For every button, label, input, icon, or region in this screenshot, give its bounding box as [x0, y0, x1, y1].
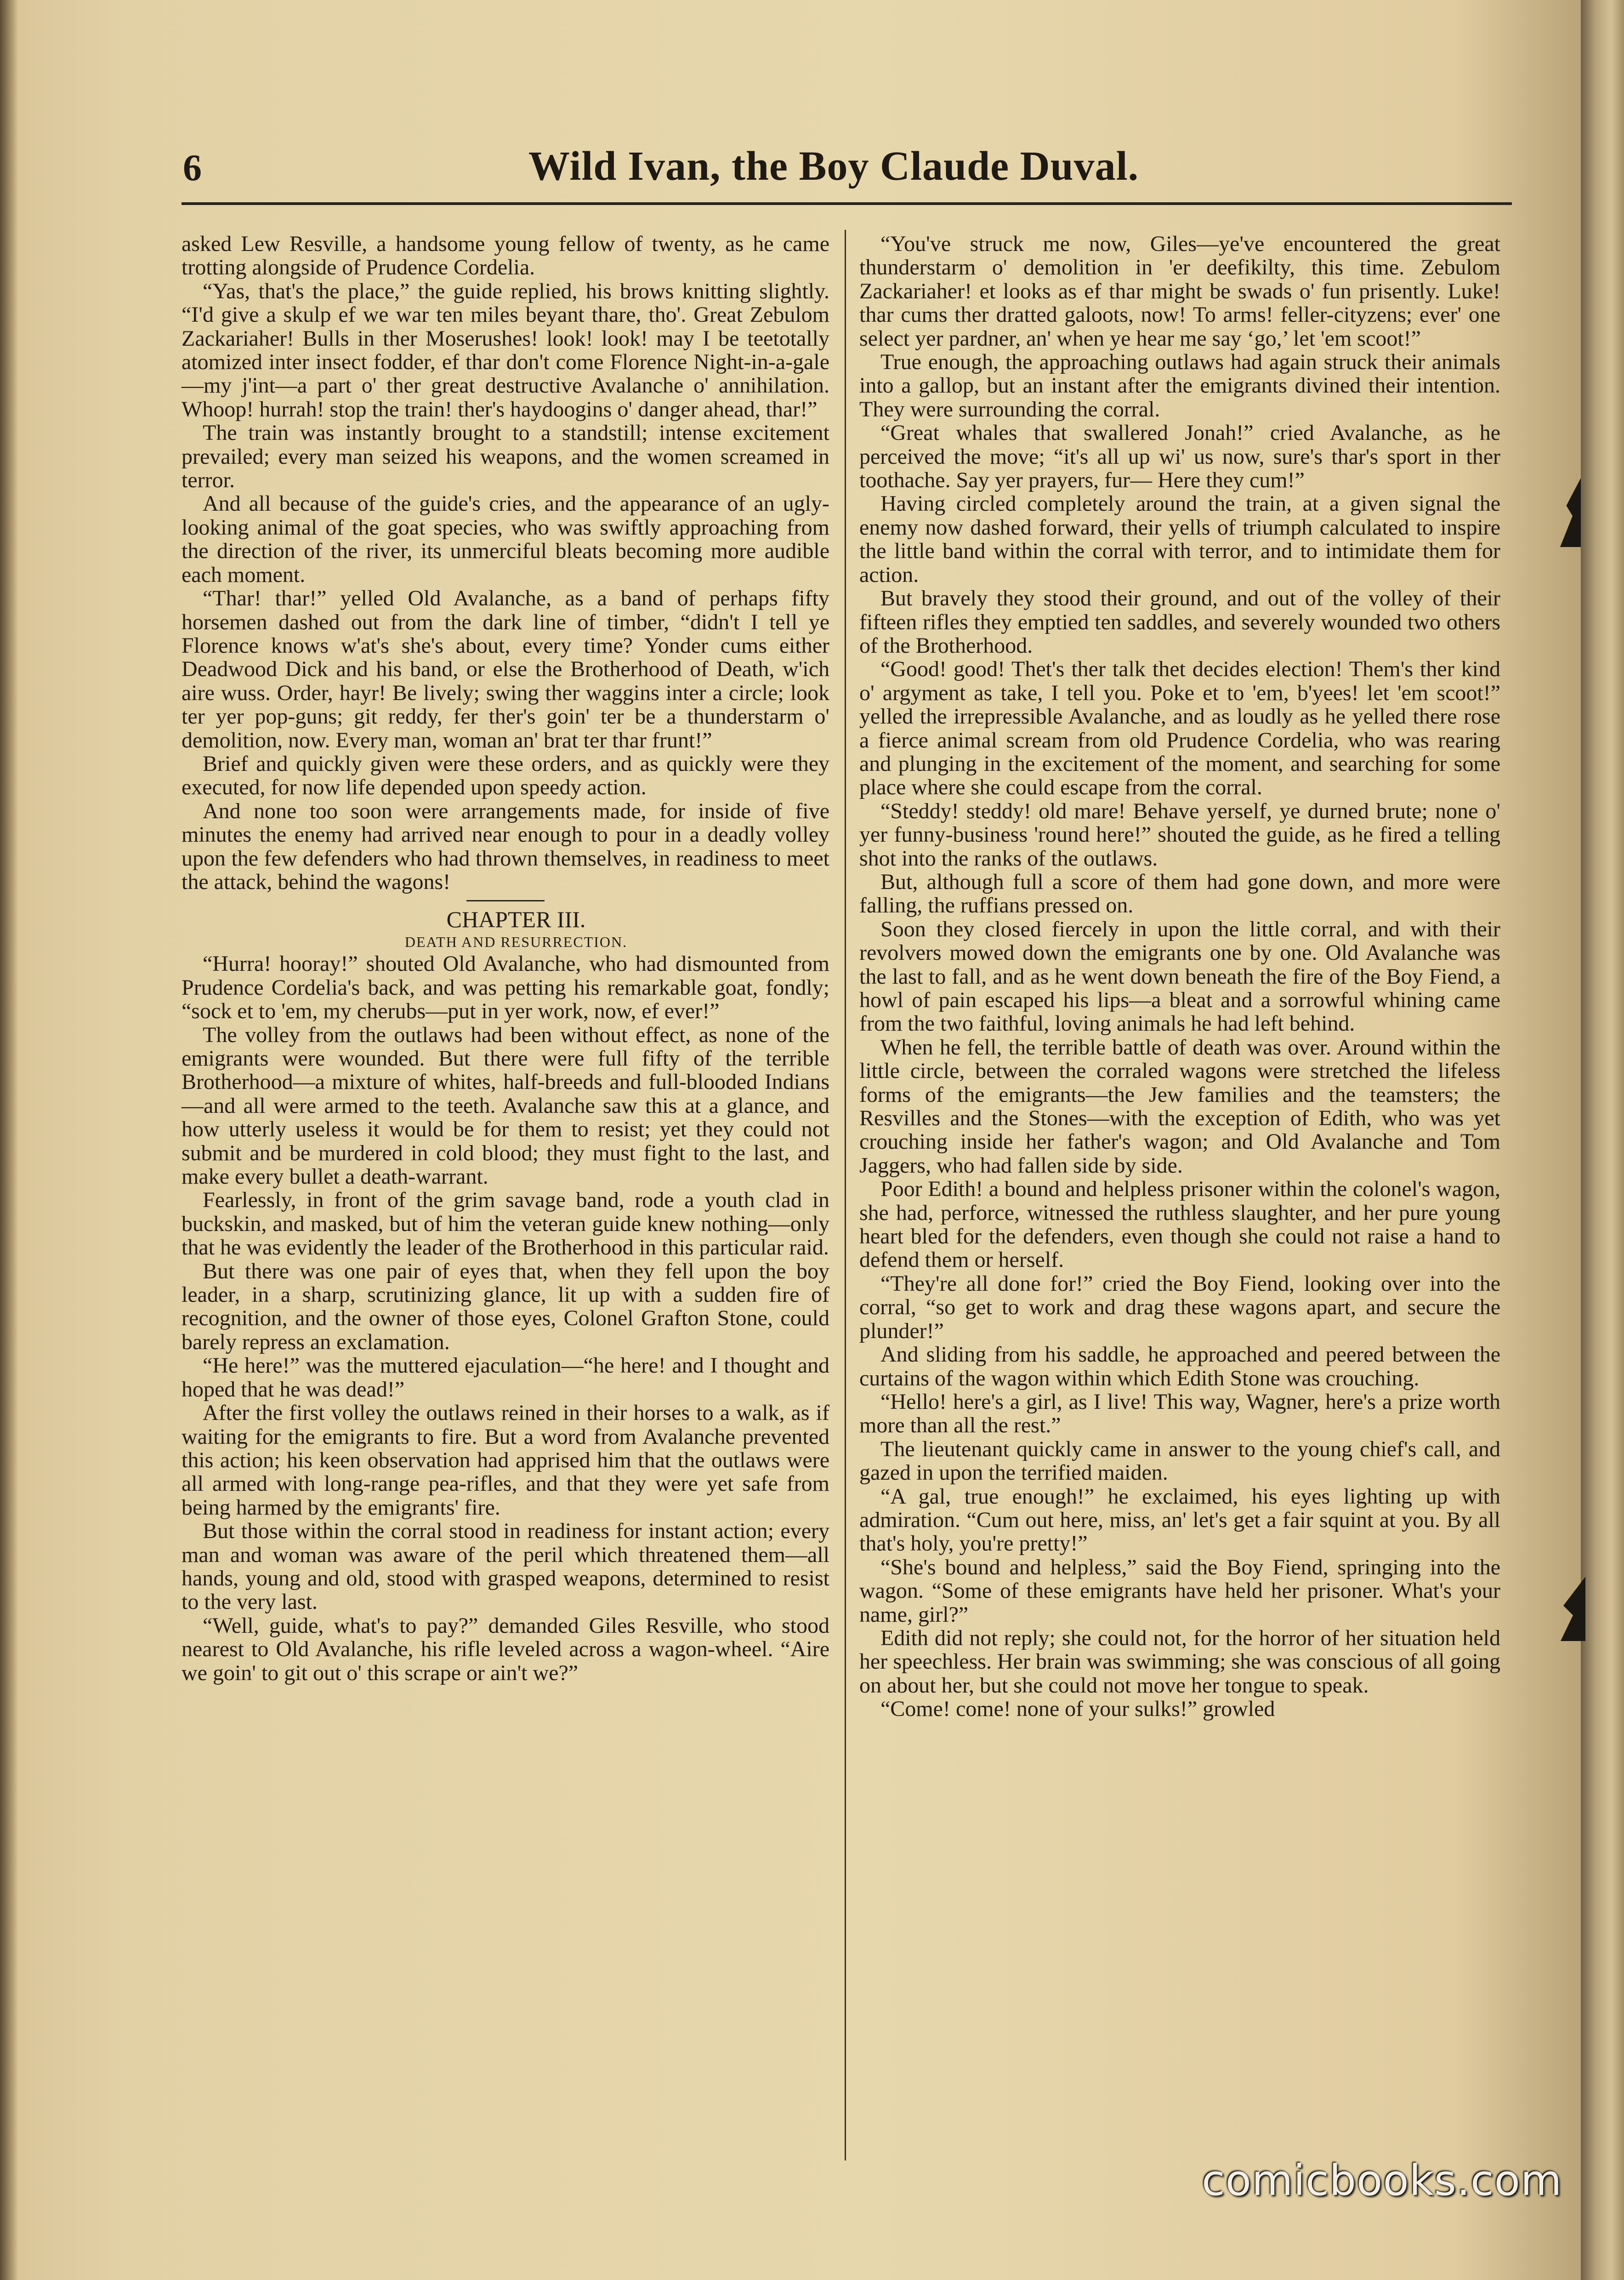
paragraph: “He here!” was the muttered ejaculation—“he here! and I thought and hoped that he was dead!” — [182, 1353, 829, 1402]
paragraph: “A gal, true enough!” he exclaimed, his eyes lighting up with admiration. “Cum out here, miss, an' let's get a fair squint at you. By all that's holy, you're pretty!” — [859, 1484, 1500, 1556]
paragraph: Brief and quickly given were these orders, and as quickly were they executed, for now life depended upon speedy action. — [182, 751, 829, 800]
paragraph: But there was one pair of eyes that, when they fell upon the boy leader, in a sharp, scrutinizing glance, lit up with a sudden fire of recognition, and the owner of those eyes, Colonel Grafton Stone, could barely repress an exclamation. — [182, 1259, 829, 1354]
watermark: comicbooks.com — [1202, 2156, 1562, 2205]
paragraph: “Hello! here's a girl, as I live! This way, Wagner, here's a prize worth more than all the rest.” — [859, 1389, 1500, 1438]
paragraph: “Hurra! hooray!” shouted Old Avalanche, who had dismounted from Prudence Cordelia's back, and was petting his remarkable goat, fondly; “sock et to 'em, my cherubs—put in yer work, now, ef ever!” — [182, 952, 829, 1024]
paragraph: Soon they closed fiercely in upon the little corral, and with their revolvers mowed down the emigrants one by one. Old Avalanche was the last to fall, and as he went down beneath the fire of the Boy Fiend, a howl of pain escaped his lips—a bleat and a sorrowful whining came from the two faithful, loving animals he had left behind. — [859, 917, 1500, 1036]
paragraph: And sliding from his saddle, he approached and peered between the curtains of the wagon within which Edith Stone was crouching. — [859, 1342, 1500, 1391]
paragraph: The volley from the outlaws had been without effect, as none of the emigrants were wounded. But there were full fifty of the terrible Brotherhood—a mixture of whites, half-breeds and full-blooded Indians—and all were armed to the teeth. Avalanche saw this at a glance, and how utterly useless it would be for them to resist; yet they could not submit and be murdered in cold blood; they must fight to the last, and make every bullet a death-warrant. — [182, 1022, 829, 1189]
paragraph: And all because of the guide's cries, and the appearance of an ugly-looking animal of the goat species, who was swiftly approaching from the direction of the river, its unmerciful bleats becoming more audible each moment. — [182, 491, 829, 587]
page-edge — [1581, 0, 1624, 2280]
paragraph: True enough, the approaching outlaws had again struck their animals into a gallop, but an instant after the emigrants divined their intention. They were surrounding the corral. — [859, 350, 1500, 422]
chapter-title: CHAPTER III. — [446, 906, 586, 933]
chapter-rule — [466, 900, 545, 901]
paragraph: “You've struck me now, Giles—ye've encountered the great thunderstarm o' demolition in 'er deefikilty, this time. Zebulom Zackariaher! et looks as ef thar might be swads o' fun prisently. Luke! thar cums ther dratted galoots, now! To arms! feller-cityzens; ever' one select yer pardner, an' when ye hear me say ‘go,’ let 'em scoot!” — [859, 232, 1500, 351]
paragraph: “They're all done for!” cried the Boy Fiend, looking over into the corral, “so get to work and drag these wagons apart, and secure the plunder!” — [859, 1271, 1500, 1343]
chapter-subtitle: DEATH AND RESURRECTION. — [404, 934, 628, 951]
paragraph: And none too soon were arrangements made, for inside of five minutes the enemy had arrived near enough to pour in a deadly volley upon the few defenders who had thrown themselves, in readiness to meet the attack, behind the wagons! — [182, 798, 829, 894]
page-number: 6 — [183, 147, 202, 188]
right-column — [859, 232, 1500, 1721]
paragraph: Poor Edith! a bound and helpless prisoner within the colonel's wagon, she had, perforce, witnessed the ruthless slaughter, and her pure young heart bled for the defenders, even though she could not raise a hand to defend them or herself. — [859, 1177, 1500, 1272]
paragraph: “Come! come! none of your sulks!” growled — [880, 1697, 1275, 1721]
paragraph: The lieutenant quickly came in answer to the young chief's call, and gazed in upon the terrified maiden. — [859, 1436, 1500, 1485]
paragraph: The train was instantly brought to a standstill; intense excitement prevailed; every man seized his weapons, and the women screamed in terror. — [182, 421, 829, 493]
paragraph: But bravely they stood their ground, and out of the volley of their fifteen rifles they emptied ten saddles, and severely wounded two others of the Brotherhood. — [859, 586, 1500, 658]
paragraph: “Thar! thar!” yelled Old Avalanche, as a band of perhaps fifty horsemen dashed out from the dark line of timber, “didn't I tell ye Florence knows w'at's she's about, every time? Yonder cums either Deadwood Dick and his band, or else the Brotherhood of Death, w'ich aire wuss. Order, hayr! Be lively; swing ther waggins inter a circle; look ter yer pop-guns; git reddy, fer ther's goin' ter be a thunderstarm o' demolition, now. Every man, woman an' brat ter thar frunt!” — [182, 586, 829, 752]
paragraph: “Great whales that swallered Jonah!” cried Avalanche, as he perceived the move; “it's all up wi' us now, sure's thar's sport in ther toothache. Say yer prayers, fur— Here they cum!” — [859, 421, 1500, 493]
paragraph: “She's bound and helpless,” said the Boy Fiend, springing into the wagon. “Some of these emigrants have held her prisoner. What's your name, girl?” — [859, 1555, 1500, 1627]
paragraph: “Yas, that's the place,” the guide replied, his brows knitting slightly. “I'd give a skulp ef we war ten miles beyant thare, tho'. Great Zebulom Zackariaher! Bulls in ther Moserushes! look! look! may I be teetotally atomized inter insect fodder, ef thar don't come Florence Night-in-a-gale—my j'int—a part o' ther great destructive Avalanche o' annihilation. Whoop! hurrah! stop the train! ther's haydoogins o' danger ahead, thar!” — [182, 279, 829, 422]
paragraph: But, although full a score of them had gone down, and more were falling, the ruffians pressed on. — [859, 869, 1500, 918]
paragraph: Having circled completely around the train, at a given signal the enemy now dashed forward, their yells of triumph calculated to inspire the little band within the corral with terror, and to intimidate them for action. — [859, 491, 1500, 587]
header-rule — [182, 202, 1512, 205]
paragraph: When he fell, the terrible battle of death was over. Around within the little circle, between the corraled wagons were stretched the lifeless forms of the emigrants—the Jew families and the teamsters; the Resvilles and the Stones—with the exception of Edith, who was yet crouching inside her father's wagon; and Old Avalanche and Tom Jaggers, who had fallen side by side. — [859, 1035, 1500, 1178]
paragraph: But those within the corral stood in readiness for instant action; every man and woman was aware of the peril which threatened them—all hands, young and old, stood with grasped weapons, determined to resist to the very last. — [182, 1519, 829, 1614]
running-title: Wild Ivan, the Boy Claude Duval. — [528, 143, 1139, 189]
paragraph: asked Lew Resville, a handsome young fellow of twenty, as he came trotting alongside of Prudence Cordelia. — [182, 232, 829, 280]
paragraph: After the first volley the outlaws reined in their horses to a walk, as if waiting for the emigrants to fire. But a word from Avalanche prevented this action; his keen observation had apprised him that the outlaws were all armed with long-range pea-rifles, and that they were yet safe from being harmed by the emigrants' fire. — [182, 1401, 829, 1520]
paragraph: Fearlessly, in front of the grim savage band, rode a youth clad in buckskin, and masked, but of him the veteran guide knew nothing—only that he was evidently the leader of the Brotherhood in this particular raid. — [182, 1188, 829, 1260]
paragraph: “Steddy! steddy! old mare! Behave yerself, ye durned brute; none o' yer funny-business 'round here!” shouted the guide, as he fired a telling shot into the ranks of the outlaws. — [859, 798, 1500, 871]
paragraph: “Good! good! Thet's ther talk thet decides election! Them's ther kind o' argyment as take, I tell you. Poke et to 'em, b'yees! let 'em scoot!” yelled the irrepressible Avalanche, and as loudly as he yelled there rose a fierce animal scream from old Prudence Cordelia, who was rearing and plunging in the excitement of the moment, and searching for some place where she could escape from the corral. — [859, 657, 1500, 800]
column-divider — [845, 230, 846, 2160]
left-column — [182, 232, 829, 1685]
paragraph: Edith did not reply; she could not, for the horror of her situation held her speechless. Her brain was swimming; she was conscious of all going on about her, but she could not move her tongue to speak. — [859, 1625, 1500, 1698]
page-fold-shadow — [0, 0, 18, 2280]
paragraph: “Well, guide, what's to pay?” demanded Giles Resville, who stood nearest to Old Avalanche, his rifle leveled across a wagon-wheel. “Aire we goin' to git out o' this scrape or ain't we?” — [182, 1613, 829, 1685]
